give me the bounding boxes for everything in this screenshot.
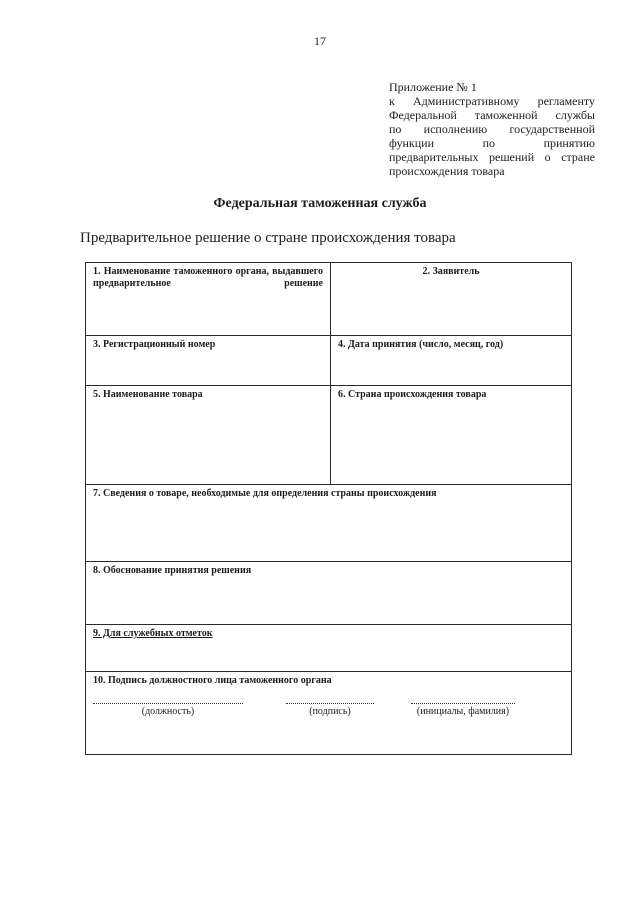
field-5-cell xyxy=(86,386,331,485)
field-1-label: 1. Наименование таможенного органа, выдавшего предварительное решение xyxy=(93,266,323,289)
field-2-cell xyxy=(331,263,572,336)
position-caption: (должность) xyxy=(141,706,195,717)
field-9-label: 9. Для служебных отметок xyxy=(93,628,213,639)
page-number: 17 xyxy=(314,34,326,48)
decision-form-table xyxy=(85,262,572,755)
signature-caption: (подпись) xyxy=(309,706,351,717)
name-dotted-line xyxy=(411,693,515,704)
appendix-line: Приложение № 1 xyxy=(389,80,477,94)
appendix-line: предварительных решений о стране xyxy=(389,150,595,164)
appendix-line: функции по принятию xyxy=(389,136,595,150)
field-3-cell xyxy=(86,336,331,386)
field-8-label: 8. Обоснование принятия решения xyxy=(93,565,252,576)
name-caption: (инициалы, фамилия) xyxy=(416,706,510,717)
signature-row xyxy=(93,691,564,751)
field-1-cell xyxy=(86,263,331,336)
appendix-line: Федеральной таможенной службы xyxy=(389,108,595,122)
field-7-cell xyxy=(86,485,572,562)
name-signature-field xyxy=(411,693,515,718)
field-3-label: 3. Регистрационный номер xyxy=(93,339,216,350)
document-title: Предварительное решение о стране происхождения товара xyxy=(80,230,456,246)
field-6-label: 6. Страна происхождения товара xyxy=(338,389,487,400)
position-dotted-line xyxy=(93,693,243,704)
field-9-cell xyxy=(86,625,572,672)
field-10-cell xyxy=(86,672,572,755)
organization-title: Федеральная таможенная служба xyxy=(213,196,427,211)
field-4-label: 4. Дата принятия (число, месяц, год) xyxy=(338,339,504,350)
appendix-line: по исполнению государственной xyxy=(389,122,595,136)
field-5-label: 5. Наименование товара xyxy=(93,389,203,400)
field-6-cell xyxy=(331,386,572,485)
position-signature-field xyxy=(93,693,243,718)
field-4-cell xyxy=(331,336,572,386)
signature-field xyxy=(286,693,374,718)
field-7-label: 7. Сведения о товаре, необходимые для определения страны происхождения xyxy=(93,488,437,499)
appendix-block xyxy=(389,80,595,178)
appendix-line: происхождения товара xyxy=(389,164,505,178)
appendix-line: к Административному регламенту xyxy=(389,94,595,108)
field-2-label: 2. Заявитель xyxy=(422,266,480,277)
signature-dotted-line xyxy=(286,693,374,704)
field-8-cell xyxy=(86,562,572,625)
field-10-label: 10. Подпись должностного лица таможенного органа xyxy=(93,675,332,686)
